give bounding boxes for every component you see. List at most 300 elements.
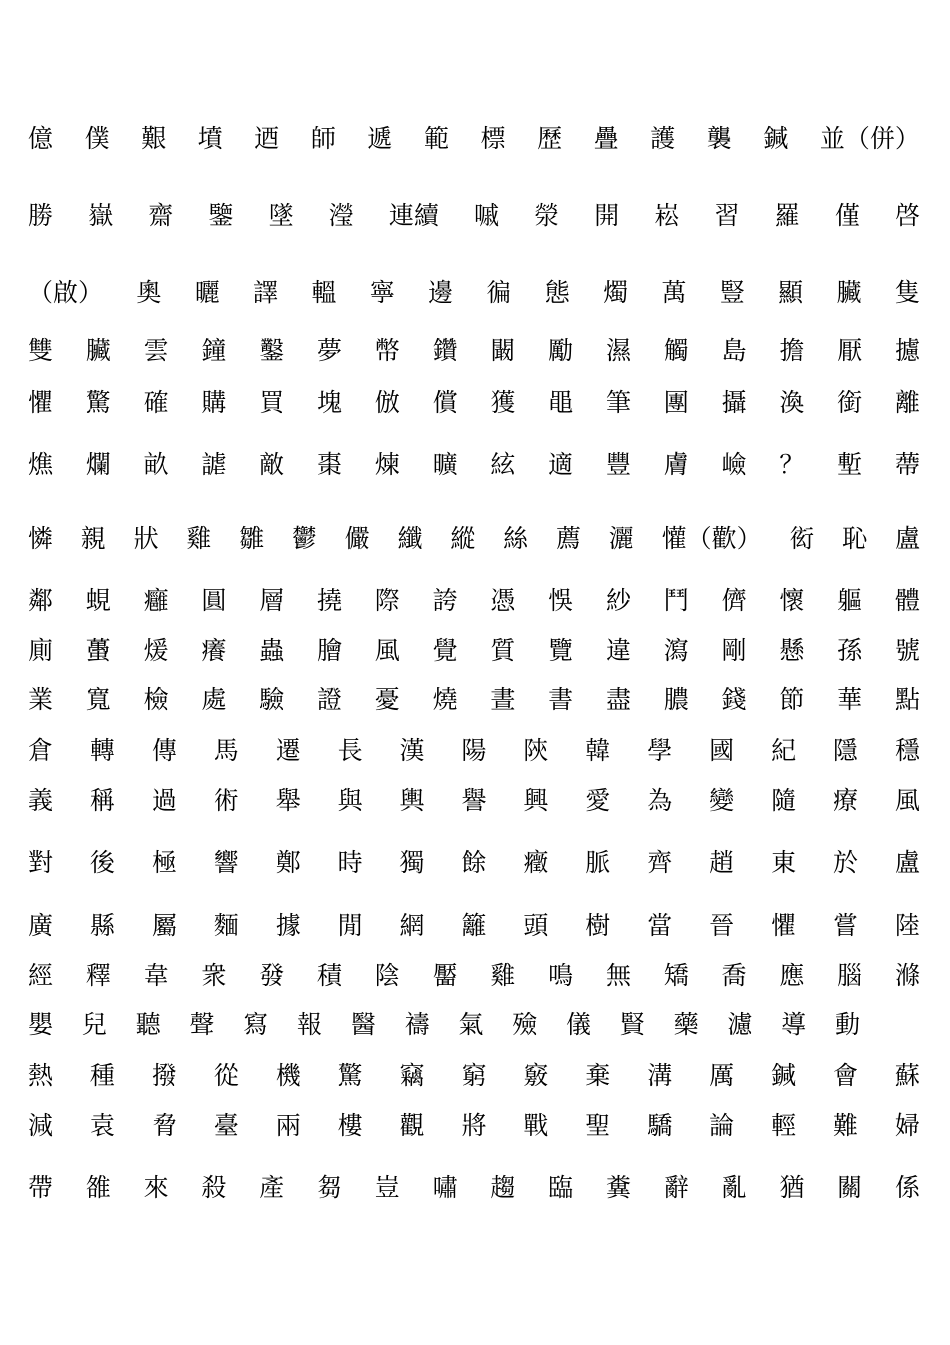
character-token: 廁	[28, 636, 54, 665]
character-token: 鑽	[432, 336, 458, 365]
character-token: 據	[275, 911, 301, 940]
character-token: 鬱	[291, 524, 317, 553]
character-token: 燒	[432, 685, 458, 714]
character-token: 鑒	[208, 201, 234, 230]
character-token: 齋	[148, 201, 174, 230]
character-token: ？	[779, 450, 805, 479]
character-token: 傳	[151, 736, 177, 765]
character-token: 滌	[894, 961, 920, 990]
character-token: 衒	[789, 524, 815, 553]
text-line	[28, 383, 920, 423]
character-token: 從	[213, 1061, 239, 1090]
character-token: 雙	[28, 336, 54, 365]
character-token: 謔	[201, 450, 227, 479]
character-token: 氣	[458, 1010, 484, 1039]
character-token: 鳴	[548, 961, 574, 990]
character-token: 縣	[89, 911, 115, 940]
character-token: 億	[28, 124, 54, 153]
character-token: 脈	[585, 848, 611, 877]
character-token: 鄭	[275, 848, 301, 877]
character-token: （啟）	[28, 278, 104, 307]
text-line	[28, 1005, 860, 1045]
character-token: 脅	[151, 1111, 177, 1140]
character-token: 風	[374, 636, 400, 665]
character-token: 譽	[461, 786, 487, 815]
character-token: 絃	[490, 450, 516, 479]
character-token: 寬	[85, 685, 111, 714]
character-token: 敵	[259, 450, 285, 479]
character-token: 將	[461, 1111, 487, 1140]
character-token: 習	[714, 201, 740, 230]
character-token: 滎	[534, 201, 560, 230]
character-token: 迺	[254, 124, 280, 153]
character-token: 靨	[432, 961, 458, 990]
character-token: 產	[259, 1173, 285, 1202]
character-token: 儼	[344, 524, 370, 553]
character-token: 喬	[721, 961, 747, 990]
character-token: 憐	[28, 524, 54, 553]
character-token: 雞	[490, 961, 516, 990]
character-token: 術	[213, 786, 239, 815]
character-token: 蜆	[85, 586, 111, 615]
character-token: 發	[259, 961, 285, 990]
character-token: 衆	[201, 961, 227, 990]
character-token: 樓	[337, 1111, 363, 1140]
text-line	[28, 956, 920, 996]
character-token: 艱	[141, 124, 167, 153]
character-token: 聽	[135, 1010, 161, 1039]
text-line	[28, 781, 920, 821]
character-token: 並（併）	[819, 124, 920, 153]
character-token: 亂	[721, 1173, 747, 1202]
character-token: 濾	[727, 1010, 753, 1039]
character-token: 邊	[428, 278, 454, 307]
character-token: 奧	[136, 278, 162, 307]
character-token: 臨	[548, 1173, 574, 1202]
character-token: 會	[832, 1061, 858, 1090]
character-token: 聲	[189, 1010, 215, 1039]
character-token: 兩	[275, 1111, 301, 1140]
text-line	[28, 843, 920, 883]
character-token: 竊	[399, 1061, 425, 1090]
character-token: 舉	[275, 786, 301, 815]
character-token: 親	[80, 524, 106, 553]
character-token: 薦	[555, 524, 581, 553]
character-token: 墳	[197, 124, 223, 153]
character-token: 籬	[461, 911, 487, 940]
character-token: 塊	[316, 388, 342, 417]
character-token: 島	[721, 336, 747, 365]
character-token: 愛	[585, 786, 611, 815]
character-token: 護	[650, 124, 676, 153]
character-token: 爛	[85, 450, 111, 479]
character-token: 際	[374, 586, 400, 615]
character-token: 懸	[779, 636, 805, 665]
character-token: 崧	[654, 201, 680, 230]
character-token: 臟	[836, 278, 862, 307]
character-token: 覽	[548, 636, 574, 665]
character-token: 婦	[894, 1111, 920, 1140]
character-token: 幣	[374, 336, 400, 365]
character-token: 廣	[28, 911, 54, 940]
character-token: 聖	[585, 1111, 611, 1140]
character-token: 厲	[709, 1061, 735, 1090]
character-token: 時	[337, 848, 363, 877]
text-line	[28, 331, 920, 371]
character-token: 東	[771, 848, 797, 877]
character-token: 戰	[523, 1111, 549, 1140]
character-token: 擔	[779, 336, 805, 365]
character-token: 積	[316, 961, 342, 990]
character-token: 濕	[605, 336, 631, 365]
character-token: 曠	[432, 450, 458, 479]
character-token: 醫	[350, 1010, 376, 1039]
character-token: 嬰	[28, 1010, 54, 1039]
character-token: 蔕	[894, 450, 920, 479]
character-token: 驕	[647, 1111, 673, 1140]
character-token: 趨	[490, 1173, 516, 1202]
character-token: 狀	[133, 524, 159, 553]
character-token: 雛	[239, 524, 265, 553]
character-token: 適	[548, 450, 574, 479]
text-line	[28, 1056, 920, 1096]
character-token: 孫	[837, 636, 863, 665]
character-token: 鑿	[259, 336, 285, 365]
character-token: 懼	[771, 911, 797, 940]
character-token: 釋	[85, 961, 111, 990]
character-token: 懽（歡）	[661, 524, 762, 553]
character-token: 糞	[605, 1173, 631, 1202]
character-token: 徧	[486, 278, 512, 307]
character-token: 萬	[661, 278, 687, 307]
character-token: 齊	[647, 848, 673, 877]
character-token: 癥	[523, 848, 549, 877]
character-token: 於	[832, 848, 858, 877]
character-token: 團	[663, 388, 689, 417]
character-token: 夢	[316, 336, 342, 365]
character-token: 隨	[771, 786, 797, 815]
character-token: 絲	[503, 524, 529, 553]
character-token: 觀	[399, 1111, 425, 1140]
character-token: 盧	[894, 848, 920, 877]
character-token: 禱	[404, 1010, 430, 1039]
character-token: 嶮	[721, 450, 747, 479]
character-token: 顯	[778, 278, 804, 307]
character-token: 與	[337, 786, 363, 815]
character-token: 銜	[837, 388, 863, 417]
character-token: 畝	[143, 450, 169, 479]
character-token: 瀅	[328, 201, 354, 230]
character-token: 極	[151, 848, 177, 877]
character-token: 憂	[374, 685, 400, 714]
character-token: 蟲	[259, 636, 285, 665]
character-token: 啓	[894, 201, 920, 230]
character-token: 疊	[593, 124, 619, 153]
character-token: 學	[647, 736, 673, 765]
character-token: 塹	[837, 450, 863, 479]
character-token: 節	[779, 685, 805, 714]
character-token: 紗	[605, 586, 631, 615]
character-token: 豈	[374, 1173, 400, 1202]
character-token: 晝	[490, 685, 516, 714]
character-token: 陸	[894, 911, 920, 940]
character-token: 驚	[85, 388, 111, 417]
character-token: 恥	[842, 524, 868, 553]
character-token: 麵	[213, 911, 239, 940]
character-token: 燋	[28, 450, 54, 479]
character-token: 攄	[894, 336, 920, 365]
character-token: 變	[709, 786, 735, 815]
character-token: 煖	[143, 636, 169, 665]
character-token: 歷	[537, 124, 563, 153]
character-token: 倉	[28, 736, 54, 765]
character-token: 豐	[605, 450, 631, 479]
character-token: 譯	[253, 278, 279, 307]
character-token: 華	[837, 685, 863, 714]
character-token: 閒	[337, 911, 363, 940]
character-token: 渙	[779, 388, 805, 417]
character-token: 膚	[663, 450, 689, 479]
text-line	[28, 906, 920, 946]
character-token: 業	[28, 685, 54, 714]
character-token: 儀	[565, 1010, 591, 1039]
character-token: 馬	[213, 736, 239, 765]
character-token: 撓	[316, 586, 342, 615]
character-token: 臺	[213, 1111, 239, 1140]
character-token: 隻	[894, 278, 920, 307]
character-token: 興	[523, 786, 549, 815]
character-token: 陰	[374, 961, 400, 990]
character-token: 袁	[89, 1111, 115, 1140]
character-token: 瀉	[663, 636, 689, 665]
character-token: 蠆	[85, 636, 111, 665]
character-token: 遷	[275, 736, 301, 765]
character-token: 書	[548, 685, 574, 714]
text-line	[28, 273, 920, 313]
character-token: 師	[310, 124, 336, 153]
character-token: 對	[28, 848, 54, 877]
character-token: 盧	[894, 524, 920, 553]
character-token: 質	[490, 636, 516, 665]
character-token: 確	[143, 388, 169, 417]
text-line	[28, 445, 920, 485]
character-token: 賢	[619, 1010, 645, 1039]
character-token: 筆	[605, 388, 631, 417]
character-token: 購	[201, 388, 227, 417]
character-token: 撥	[151, 1061, 177, 1090]
text-line	[28, 731, 920, 771]
character-token: 攝	[721, 388, 747, 417]
character-token: 網	[399, 911, 425, 940]
character-token: 儕	[721, 586, 747, 615]
character-token: 豎	[719, 278, 745, 307]
character-token: 嘗	[832, 911, 858, 940]
character-token: 韋	[143, 961, 169, 990]
character-token: 覺	[432, 636, 458, 665]
character-token: 闞	[490, 336, 516, 365]
character-token: 燭	[603, 278, 629, 307]
character-token: 嘁	[473, 201, 499, 230]
character-token: 辭	[663, 1173, 689, 1202]
character-token: 點	[894, 685, 920, 714]
character-token: 關	[837, 1173, 863, 1202]
character-token: 遞	[367, 124, 393, 153]
text-line	[28, 196, 920, 236]
character-token: 勝	[28, 201, 54, 230]
character-token: 膾	[316, 636, 342, 665]
text-line	[28, 581, 920, 621]
character-token: 雞	[186, 524, 212, 553]
character-token: 鬥	[663, 586, 689, 615]
character-token: 煉	[374, 450, 400, 479]
character-token: 獨	[399, 848, 425, 877]
character-token: 證	[316, 685, 342, 714]
character-token: 懷	[779, 586, 805, 615]
character-token: 熱	[28, 1061, 54, 1090]
character-token: 連續	[388, 201, 439, 230]
character-token: 鍼	[763, 124, 789, 153]
character-token: 當	[647, 911, 673, 940]
character-token: 減	[28, 1111, 54, 1140]
character-token: 芻	[316, 1173, 342, 1202]
character-token: 來	[143, 1173, 169, 1202]
character-token: 漢	[399, 736, 425, 765]
character-token: 曬	[194, 278, 220, 307]
character-token: 圓	[201, 586, 227, 615]
character-token: 殮	[512, 1010, 538, 1039]
character-token: 藥	[673, 1010, 699, 1039]
character-token: 紀	[771, 736, 797, 765]
character-token: 層	[259, 586, 285, 615]
character-token: 蘇	[894, 1061, 920, 1090]
character-token: 為	[647, 786, 673, 815]
character-token: 雲	[143, 336, 169, 365]
character-token: 報	[296, 1010, 322, 1039]
character-token: 樹	[585, 911, 611, 940]
character-token: 應	[779, 961, 805, 990]
character-token: 驚	[337, 1061, 363, 1090]
character-token: 趙	[709, 848, 735, 877]
character-token: 驗	[259, 685, 285, 714]
character-token: 臟	[85, 336, 111, 365]
text-line	[28, 1168, 920, 1208]
character-token: 餘	[461, 848, 487, 877]
character-token: 屬	[151, 911, 177, 940]
character-token: 誇	[432, 586, 458, 615]
character-token: 襲	[706, 124, 732, 153]
character-token: 懼	[28, 388, 54, 417]
character-token: 難	[832, 1111, 858, 1140]
character-token: 開	[594, 201, 620, 230]
character-token: 勵	[548, 336, 574, 365]
character-token: 憑	[490, 586, 516, 615]
character-token: 檢	[143, 685, 169, 714]
character-token: 過	[151, 786, 177, 815]
character-token: 輕	[771, 1111, 797, 1140]
character-token: 兒	[81, 1010, 107, 1039]
character-token: 標	[480, 124, 506, 153]
character-token: 隱	[832, 736, 858, 765]
character-token: 頭	[523, 911, 549, 940]
character-token: 寫	[243, 1010, 269, 1039]
character-token: 離	[894, 388, 920, 417]
character-token: 棄	[585, 1061, 611, 1090]
character-token: 違	[605, 636, 631, 665]
character-token: 獲	[490, 388, 516, 417]
character-token: 論	[709, 1111, 735, 1140]
text-line	[28, 680, 920, 720]
character-token: 腦	[837, 961, 863, 990]
character-token: 寧	[369, 278, 395, 307]
character-token: 鍼	[771, 1061, 797, 1090]
character-token: 動	[834, 1010, 860, 1039]
character-token: 黽	[548, 388, 574, 417]
character-token: 癰	[143, 586, 169, 615]
character-token: 種	[89, 1061, 115, 1090]
character-token: 悞	[548, 586, 574, 615]
character-token: 療	[832, 786, 858, 815]
character-token: 雒	[85, 1173, 111, 1202]
text-line	[28, 519, 920, 559]
character-token: 買	[259, 388, 285, 417]
character-token: 響	[213, 848, 239, 877]
character-token: 風	[894, 786, 920, 815]
character-token: 轉	[89, 736, 115, 765]
character-token: 晉	[709, 911, 735, 940]
character-token: 溝	[647, 1061, 673, 1090]
character-token: 墜	[268, 201, 294, 230]
character-token: 體	[894, 586, 920, 615]
character-token: 猶	[779, 1173, 805, 1202]
character-token: 號	[894, 636, 920, 665]
character-token: 穩	[894, 736, 920, 765]
character-token: 纖	[397, 524, 423, 553]
character-token: 導	[781, 1010, 807, 1039]
character-token: 國	[709, 736, 735, 765]
character-token: 償	[432, 388, 458, 417]
character-token: 長	[337, 736, 363, 765]
character-token: 矯	[663, 961, 689, 990]
character-token: 膿	[663, 685, 689, 714]
text-line	[28, 631, 920, 671]
character-token: 陝	[523, 736, 549, 765]
character-token: 鐘	[201, 336, 227, 365]
character-token: 處	[201, 685, 227, 714]
text-line	[28, 119, 920, 159]
character-token: 陽	[461, 736, 487, 765]
character-token: 無	[605, 961, 631, 990]
character-token: 義	[28, 786, 54, 815]
character-token: 灑	[608, 524, 634, 553]
character-token: 後	[89, 848, 115, 877]
character-token: 係	[894, 1173, 920, 1202]
character-token: 帶	[28, 1173, 54, 1202]
character-token: 倣	[374, 388, 400, 417]
character-token: 僕	[84, 124, 110, 153]
character-token: 縱	[450, 524, 476, 553]
character-token: 嶽	[88, 201, 114, 230]
character-token: 觸	[663, 336, 689, 365]
character-token: 嘯	[432, 1173, 458, 1202]
character-token: 羅	[774, 201, 800, 230]
character-token: 錢	[721, 685, 747, 714]
character-token: 盡	[605, 685, 631, 714]
character-token: 癢	[201, 636, 227, 665]
character-token: 棗	[316, 450, 342, 479]
character-token: 僅	[834, 201, 860, 230]
character-token: 輿	[399, 786, 425, 815]
character-token: 範	[423, 124, 449, 153]
